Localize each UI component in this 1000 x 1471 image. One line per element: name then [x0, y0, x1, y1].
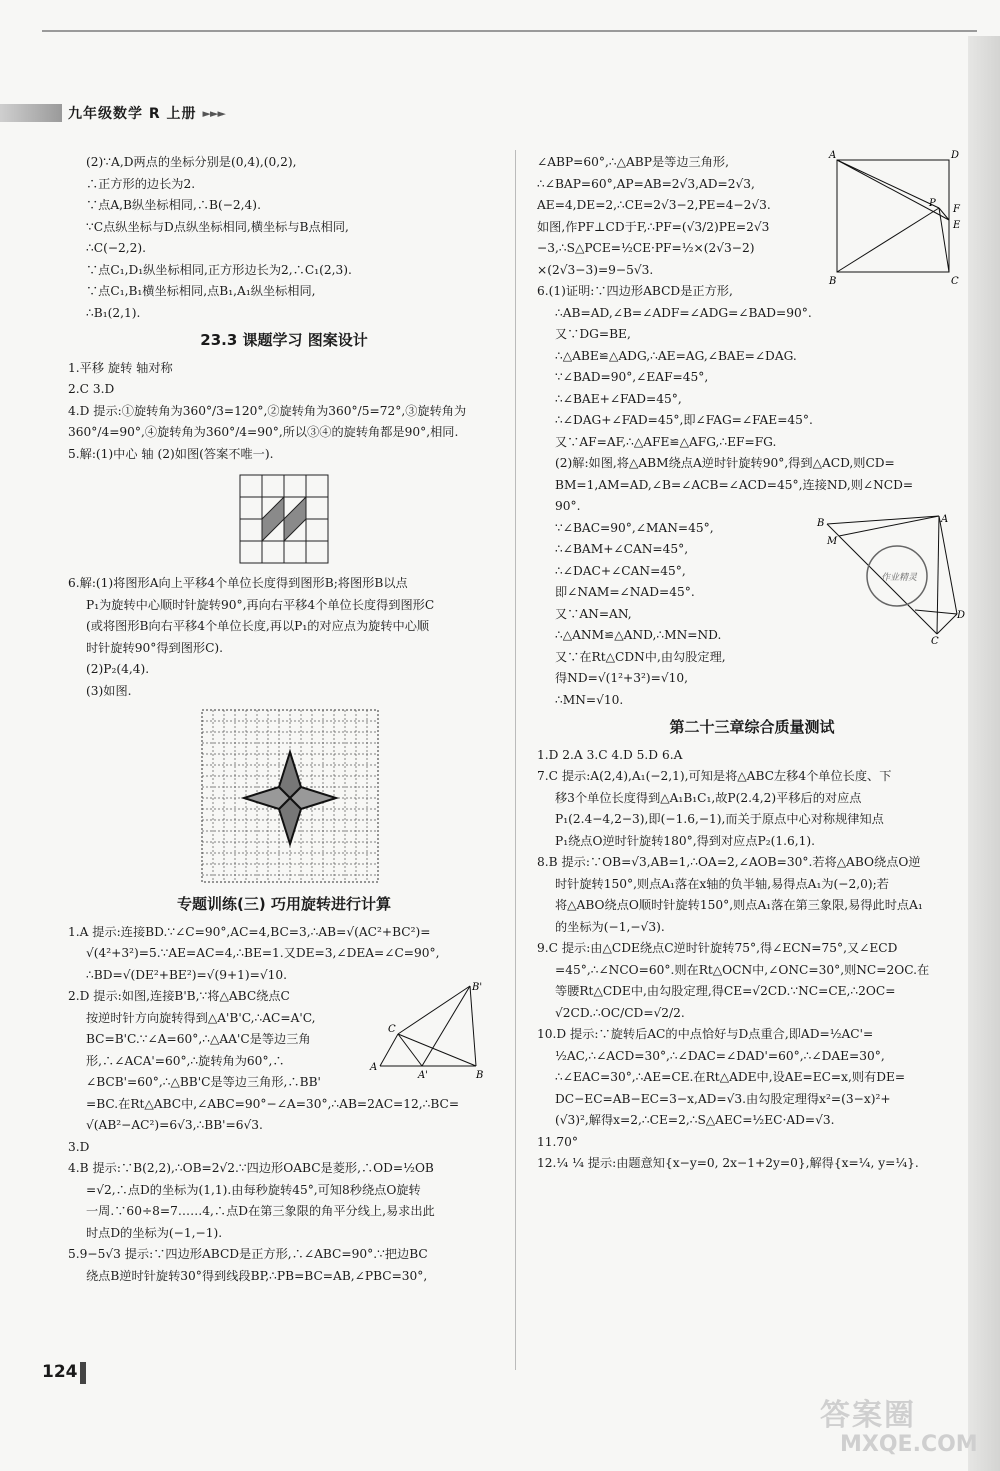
- text-line: ∴C(−2,2).: [86, 241, 147, 255]
- text-line: √(4²+3²)=5.∵AE=AC=4,∴BE=1.又DE=3,∠DEA=∠C=90°,: [86, 946, 440, 960]
- text-line: 的坐标为(−1,−√3).: [555, 919, 665, 934]
- text-line: 8.B 提示:∵OB=√3,AB=1,∴OA=2,∠AOB=30°.若将△ABO绕点O逆: [537, 855, 921, 869]
- page-top-rule: [42, 30, 977, 32]
- section-title-23-3: 23.3 课题学习 图案设计: [200, 331, 368, 349]
- text-line: 1.A 提示:连接BD.∵∠C=90°,AC=4,BC=3,∴AB=√(AC²+BC²)=: [68, 924, 431, 939]
- text-line: 2.D 提示:如图,连接B'B,∵将△ABC绕点C: [68, 989, 290, 1003]
- text-line: 1.D 2.A 3.C 4.D 5.D 6.A: [537, 747, 683, 762]
- svg-text:C: C: [388, 1024, 396, 1035]
- text-line: AE=4,DE=2,∴CE=2√3−2,PE=4−2√3.: [537, 198, 771, 212]
- star-grid-svg: [68, 706, 500, 888]
- text-line: (2)P₂(4,4).: [86, 662, 150, 676]
- text-line: ∴∠DAG+∠FAD=45°,即∠FAG=∠FAE=45°.: [555, 413, 813, 427]
- grid-pattern-figure: [68, 469, 500, 569]
- text-line: 形,∴∠ACA'=60°,∴旋转角为60°,∴: [86, 1053, 285, 1068]
- svg-text:D: D: [957, 609, 965, 621]
- text-line: 5.解:(1)中心 轴 (2)如图(答案不唯一).: [68, 446, 274, 461]
- text-line: DC−EC=AB−EC=3−x,AD=√3.由勾股定理得x²=(3−x)²+: [555, 1091, 891, 1106]
- text-line: P₁绕点O逆时针旋转180°,得到对应点P₂(1.6,1).: [555, 833, 816, 848]
- text-line: 等腰Rt△CDE中,由勾股定理,得CE=√2CD.∵NC=CE,∴2OC=: [555, 984, 896, 998]
- page-number: 124: [42, 1362, 78, 1382]
- text-line: 一周.∵60÷8=7……4,∴点D在第三象限的角平分线上,易求出此: [86, 1204, 435, 1218]
- svg-text:A: A: [370, 1062, 378, 1073]
- text-line: 6.(1)证明:∵四边形ABCD是正方形,: [537, 284, 733, 298]
- watermark-url: MXQE.COM: [840, 1432, 978, 1457]
- q2-block: [68, 982, 500, 1137]
- text-line: 5.9−5√3 提示:∵四边形ABCD是正方形,∴∠ABC=90°.∵把边BC: [68, 1247, 428, 1261]
- text-line: ∴AB=AD,∠B=∠ADF=∠ADG=∠BAD=90°.: [555, 305, 812, 320]
- text-line: 9.C 提示:由△CDE绕点C逆时针旋转75°,得∠ECN=75°,又∠ECD: [537, 941, 898, 955]
- text-line: =45°,∴∠NCO=60°.则在Rt△OCN中,∠ONC=30°,则NC=2OC.在: [555, 962, 930, 977]
- svg-text:A: A: [941, 513, 949, 525]
- header-bar: [0, 104, 62, 122]
- text-line: 4.B 提示:∵B(2,2),∴OB=2√2.∵四边形OABC是菱形,∴OD=½OB: [68, 1161, 434, 1175]
- svg-text:F: F: [953, 204, 960, 215]
- text-line: −3,∴S△PCE=½CE·PF=½×(2√3−2): [537, 241, 755, 255]
- header-arrows: ►►►: [202, 106, 225, 120]
- page-edge-shadow: [968, 36, 1000, 1471]
- q6b-block: [537, 513, 967, 712]
- svg-text:B': B': [472, 982, 483, 993]
- text-line: BC=B'C.∵∠A=60°,∴△AA'C是等边三角: [86, 1032, 311, 1046]
- text-line: 2.C 3.D: [68, 382, 115, 396]
- text-line: ∴∠BAP=60°,AP=AB=2√3,AD=2√3,: [537, 176, 755, 191]
- text-line: (2)∵A,D两点的坐标分别是(0,4),(0,2),: [86, 155, 297, 169]
- text-line: ∴△ABE≌△ADG,∴AE=AG,∠BAE=∠DAG.: [555, 348, 797, 363]
- text-line: 360°/4=90°,④旋转角为360°/4=90°,所以③④的旋转角都是90°,相同.: [68, 425, 459, 439]
- text-line: ∠ABP=60°,∴△ABP是等边三角形,: [537, 155, 729, 169]
- text-line: 按逆时针方向旋转得到△A'B'C,∴AC=A'C,: [86, 1010, 316, 1025]
- svg-text:B: B: [476, 1070, 484, 1080]
- text-line: ∵C点纵坐标与D点纵坐标相同,横坐标与B点相同,: [86, 219, 349, 234]
- text-line: ∵点C₁,B₁横坐标相同,点B₁,A₁纵坐标相同,: [86, 284, 316, 298]
- text-line: 时点D的坐标为(−1,−1).: [86, 1225, 223, 1240]
- text-line: 又∵AN=AN,: [555, 606, 632, 621]
- svg-text:C: C: [951, 276, 959, 287]
- text-line: 绕点B逆时针旋转30°得到线段BP,∴PB=BC=AB,∠PBC=30°,: [86, 1268, 428, 1283]
- text-line: 又∵在Rt△CDN中,由勾股定理,: [555, 649, 726, 664]
- running-header: [0, 102, 225, 124]
- text-line: 时针旋转90°得到图形C).: [86, 640, 224, 655]
- text-line: =√2,∴点D的坐标为(1,1).由每秒旋转45°,可知8秒绕点O旋转: [86, 1182, 421, 1197]
- text-line: 12.¼ ¼ 提示:由题意知{x−y=0, 2x−1+2y=0},解得{x=¼, y=¼}.: [537, 1156, 919, 1170]
- column-divider: [515, 150, 516, 1370]
- text-line: ∴∠BAM+∠CAN=45°,: [555, 542, 689, 556]
- text-line: ×(2√3−3)=9−5√3.: [537, 262, 654, 277]
- triangle-abc-mn-figure: [815, 514, 965, 644]
- text-line: =BC.在Rt△ABC中,∠ABC=90°−∠A=30°,∴AB=2AC=12,∴BC=: [86, 1096, 460, 1111]
- text-line: 将△ABO绕点O顺时针旋转150°,则点A₁落在第三象限,易得此时点A₁: [555, 898, 923, 912]
- text-line: (或将图形B向右平移4个单位长度,再以P₁的对应点为旋转中心顺: [86, 619, 430, 633]
- right-column: [537, 152, 967, 1175]
- text-line: ∵∠BAC=90°,∠MAN=45°,: [555, 520, 714, 535]
- grid-pattern-svg: [68, 469, 500, 569]
- text-line: (2)解:如图,将△ABM绕点A逆时针旋转90°,得到△ACD,则CD=: [555, 456, 895, 470]
- star-grid-figure: [68, 706, 500, 888]
- text-line: 时针旋转150°,则点A₁落在x轴的负半轴,易得点A₁为(−2,0);若: [555, 876, 889, 891]
- svg-text:A: A: [829, 150, 837, 161]
- text-line: ∵∠BAD=90°,∠EAF=45°,: [555, 370, 709, 384]
- text-line: 又∵AF=AF,∴△AFE≌△AFG,∴EF=FG.: [555, 434, 777, 449]
- text-line: 90°.: [555, 499, 581, 513]
- text-line: 4.D 提示:①旋转角为360°/3=120°,②旋转角为360°/5=72°,③旋转角为: [68, 403, 467, 418]
- text-line: 11.70°: [537, 1134, 578, 1149]
- text-line: 10.D 提示:∵旋转后AC的中点恰好与D点重合,即AD=½AC'=: [537, 1027, 874, 1041]
- text-line: 7.C 提示:A(2,4),A₁(−2,1),可知是将△ABC左移4个单位长度、下: [537, 769, 892, 783]
- page-number-bar: [80, 1362, 86, 1384]
- watermark-logo: 答案圈: [820, 1398, 916, 1433]
- text-line: (√3)²,解得x=2,∴CE=2,∴S△AEC=½EC·AD=√3.: [555, 1113, 835, 1127]
- header-title: 九年级数学 R 上册: [68, 106, 197, 122]
- left-column: [68, 152, 500, 1287]
- text-line: ½AC,∴∠ACD=30°,∴∠DAC=∠DAD'=60°,∴∠DAE=30°,: [555, 1048, 885, 1063]
- text-line: BM=1,AM=AD,∠B=∠ACB=∠ACD=45°,连接ND,则∠NCD=: [555, 477, 914, 492]
- text-line: ∴∠DAC+∠CAN=45°,: [555, 563, 686, 578]
- svg-text:B: B: [817, 517, 825, 529]
- intro-block: [68, 152, 500, 324]
- svg-text:E: E: [953, 220, 961, 231]
- svg-text:D: D: [951, 150, 960, 161]
- triangle-rotation-figure: [368, 980, 488, 1080]
- text-line: ∵点A,B纵坐标相同,∴B(−2,4).: [86, 198, 261, 212]
- text-line: ∴MN=√10.: [555, 692, 624, 707]
- text-line: (3)如图.: [86, 683, 132, 698]
- text-line: 移3个单位长度得到△A₁B₁C₁,故P(2.4,2)平移后的对应点: [555, 790, 862, 805]
- shaded-shape-right: [284, 497, 306, 541]
- svg-text:B: B: [829, 276, 837, 287]
- text-line: ∠BCB'=60°,∴△BB'C是等边三角形,∴BB': [86, 1075, 321, 1089]
- section-title-chapter-test: 第二十三章综合质量测试: [669, 718, 835, 736]
- four-point-star: [244, 752, 336, 844]
- text-line: √2CD.∴OC/CD=√2/2.: [555, 1005, 685, 1020]
- text-line: P₁(2.4−4,2−3),即(−1.6,−1),而关于原点中心对称规律知点: [555, 812, 884, 826]
- text-line: ∴正方形的边长为2.: [86, 176, 196, 191]
- text-line: 6.解:(1)将图形A向上平移4个单位长度得到图形B;将图形B以点: [68, 576, 408, 590]
- svg-text:C: C: [931, 635, 939, 644]
- text-line: 1.平移 旋转 轴对称: [68, 360, 173, 375]
- text-line: 如图,作PF⊥CD于F,∴PF=(√3/2)PE=2√3: [537, 219, 770, 234]
- text-line: √(AB²−AC²)=6√3,∴BB'=6√3.: [86, 1118, 263, 1132]
- text-line: ∵点C₁,D₁纵坐标相同,正方形边长为2,∴C₁(2,3).: [86, 262, 352, 277]
- q5-continuation: [537, 150, 967, 287]
- text-line: 又∵DG=BE,: [555, 327, 631, 341]
- stamp-text: 作业精灵: [881, 572, 918, 583]
- text-line: P₁为旋转中心顺时针旋转90°,再向右平移4个单位长度得到图形C: [86, 597, 435, 612]
- text-line: ∴∠EAC=30°,∴AE=CE.在Rt△ADE中,设AE=EC=x,则有DE=: [555, 1070, 906, 1084]
- text-line: ∴B₁(2,1).: [86, 305, 141, 320]
- text-line: ∴BD=√(DE²+BE²)=√(9+1)=√10.: [86, 967, 288, 982]
- square-abcd-figure: [827, 150, 967, 290]
- text-line: 得ND=√(1²+3²)=√10,: [555, 671, 688, 685]
- text-line: ∴∠BAE+∠FAD=45°,: [555, 391, 682, 406]
- svg-text:P: P: [929, 198, 936, 209]
- text-line: ∴△ANM≌△AND,∴MN=ND.: [555, 628, 722, 642]
- text-line: 3.D: [68, 1139, 90, 1154]
- section-title-special-training: 专题训练(三) 巧用旋转进行计算: [177, 895, 391, 913]
- svg-text:M: M: [827, 535, 838, 547]
- text-line: 即∠NAM=∠NAD=45°.: [555, 585, 695, 599]
- svg-text:A': A': [418, 1070, 428, 1080]
- shaded-shape-left: [262, 497, 284, 541]
